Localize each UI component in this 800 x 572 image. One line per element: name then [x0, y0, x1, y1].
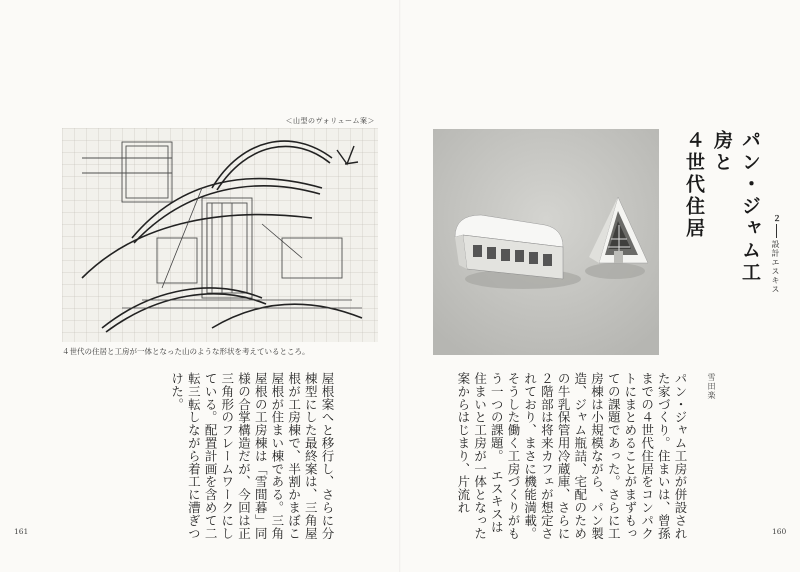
sketch-label: ＜山型のヴォリューム案＞: [285, 117, 375, 125]
chapter-label: 設計エスキス: [771, 240, 780, 294]
author-name: 雪田楽: [707, 373, 716, 400]
body-text-left: 屋根案へと移行し、さらに分棟型にした最終案は、三角屋根が工房棟で、半割かまぼこ屋根が住まい棟である。三角屋根の工房棟は「雪間暮」同様の合掌構造だが、今回は正三角形のフレームワークにしている。配置計画を含めて二転三転しながら着工に漕ぎつけた。: [169, 372, 335, 540]
body-text-right: パン・ジャム工房が併設された家づくり。住まいは、曾孫までの４世代住居をコンパクトにまとめることがまずもっての課題であった。さらに工房棟は小規模ながら、パン製造、ジャム瓶詰、宅配のための牛乳保管用冷蔵庫、さらに２階部は将来カフェが想定されており、まさに機能満載。そうした働く工房づくりがもう一つの課題。 エスキスは住まいと工房が一体となった案からはじまり、片流れ: [455, 372, 688, 540]
page-number-left: 161: [14, 527, 29, 536]
sketch-drawing: [62, 128, 378, 342]
page-number-right: 160: [772, 527, 787, 536]
sketch-figure: [62, 128, 378, 342]
gutter-shadow: [399, 0, 401, 572]
title-line-1: パン・ジャム工房と: [711, 130, 761, 284]
architectural-model-image: [433, 129, 659, 355]
article-title: [680, 130, 764, 300]
model-photo: [433, 129, 659, 355]
sketch-caption: ４世代の住居と工房が一体となった山のような形状を考えているところ。: [62, 347, 310, 356]
chapter-number: ２: [773, 213, 781, 223]
title-line-2: ４世代住居: [683, 130, 705, 240]
chapter-rule: [776, 224, 777, 238]
